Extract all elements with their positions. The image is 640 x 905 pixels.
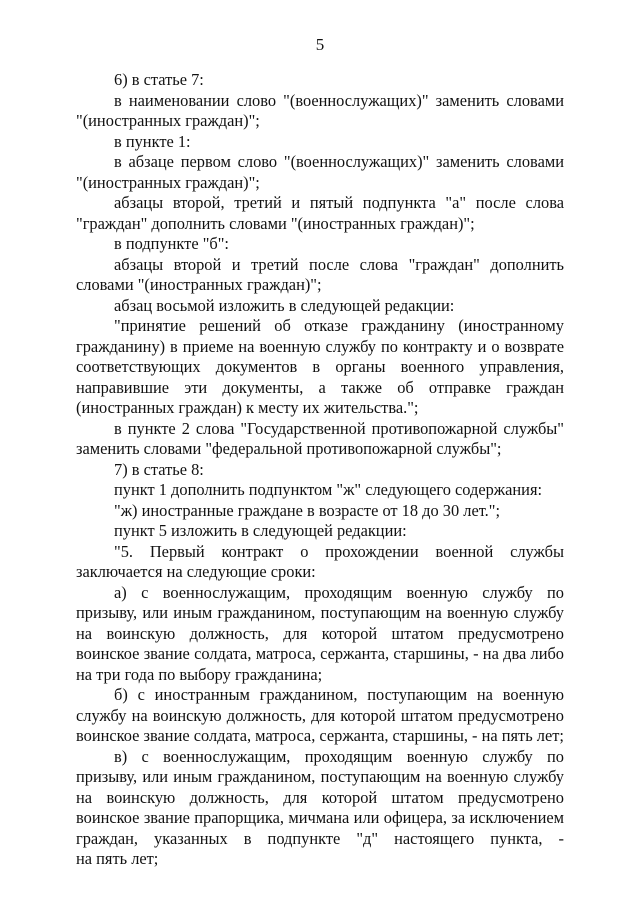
paragraph (76, 91, 564, 132)
paragraph (76, 255, 564, 296)
text-line: заключается на следующие сроки: (76, 562, 316, 581)
paragraph (76, 132, 564, 153)
text-line: б) с иностранным гражданином, поступающим на военную (114, 685, 564, 704)
text-line: призыву, или иным гражданином, поступающим на военную службу (76, 767, 564, 786)
text-line: а) с военнослужащим, проходящим военную службу по (114, 582, 564, 602)
text-line: на воинскую должность, для которой штатом предусмотрено (76, 787, 564, 807)
text-line: на три года по выбору гражданина; (76, 664, 323, 684)
paragraph (76, 542, 564, 583)
text-line: в наименовании слово "(военнослужащих)" заменить словами (114, 90, 564, 110)
paragraph (76, 152, 564, 193)
paragraph (76, 685, 564, 747)
text-line: в подпункте "б": (114, 234, 229, 253)
text-line: на воинскую должность, для которой штатом предусмотрено (76, 623, 564, 643)
text-line: службу на воинскую должность, для которой штатом предусмотрено (76, 705, 564, 725)
paragraph (76, 747, 564, 870)
text-line: воинское звание прапорщика, мичмана или офицера, за исключением (76, 808, 564, 827)
text-line: воинское звание солдата, матроса, сержанта, старшины, - на пять лет; (76, 726, 564, 745)
text-line: 6) в статье 7: (114, 70, 204, 89)
text-line: (иностранных граждан) к месту их жительства."; (76, 398, 419, 417)
text-line: "(иностранных граждан)"; (76, 111, 260, 130)
text-line: абзац восьмой изложить в следующей редакции: (114, 295, 455, 315)
text-line: граждан, указанных в подпункте "д" настоящего пункта, - (76, 828, 564, 848)
paragraph (76, 296, 564, 317)
text-line: абзацы второй и третий после слова "граждан" дополнить (114, 254, 564, 274)
text-line: "5. Первый контракт о прохождении военной службы (114, 541, 564, 561)
text-line: соответствующих документов в органы военного управления, (76, 357, 564, 376)
paragraph (76, 501, 564, 522)
document-body (76, 70, 564, 870)
paragraph (76, 460, 564, 481)
paragraph (76, 521, 564, 542)
text-line: пункт 1 дополнить подпунктом "ж" следующего содержания: (114, 480, 543, 499)
text-line: воинское звание солдата, матроса, сержанта, старшины, - на два либо (76, 644, 564, 663)
paragraph (76, 583, 564, 686)
paragraph (76, 234, 564, 255)
text-line: в пункте 2 слова "Государственной противопожарной службы" (114, 418, 564, 438)
text-line: гражданину) в приеме на военную службу по контракту и о возврате (76, 336, 564, 356)
text-line: направившие эти документы, а также об отправке граждан (76, 377, 564, 397)
text-line: "ж) иностранные граждане в возрасте от 18 до 30 лет."; (114, 500, 501, 520)
text-line: словами "(иностранных граждан)"; (76, 275, 322, 294)
paragraph (76, 70, 564, 91)
text-line: призыву, или иным гражданином, поступающим на военную службу (76, 603, 564, 622)
paragraph (76, 480, 564, 501)
text-line: в пункте 1: (114, 131, 191, 151)
page-number: 5 (315, 35, 325, 54)
paragraph (76, 316, 564, 419)
text-line: в абзаце первом слово "(военнослужащих)" заменить словами (114, 152, 564, 171)
text-line: заменить словами "федеральной противопожарной службы"; (76, 439, 502, 458)
text-line: "(иностранных граждан)"; (76, 172, 260, 192)
text-line: пункт 5 изложить в следующей редакции: (114, 521, 407, 540)
text-line: в) с военнослужащим, проходящим военную службу по (114, 746, 564, 766)
text-line: "граждан" дополнить словами "(иностранных граждан)"; (76, 213, 475, 233)
text-line: абзацы второй, третий и пятый подпункта "а" после слова (114, 193, 564, 212)
paragraph (76, 193, 564, 234)
text-line: на пять лет; (76, 849, 159, 868)
paragraph (76, 419, 564, 460)
text-line: 7) в статье 8: (114, 459, 204, 479)
text-line: "принятие решений об отказе гражданину (иностранному (114, 316, 564, 335)
